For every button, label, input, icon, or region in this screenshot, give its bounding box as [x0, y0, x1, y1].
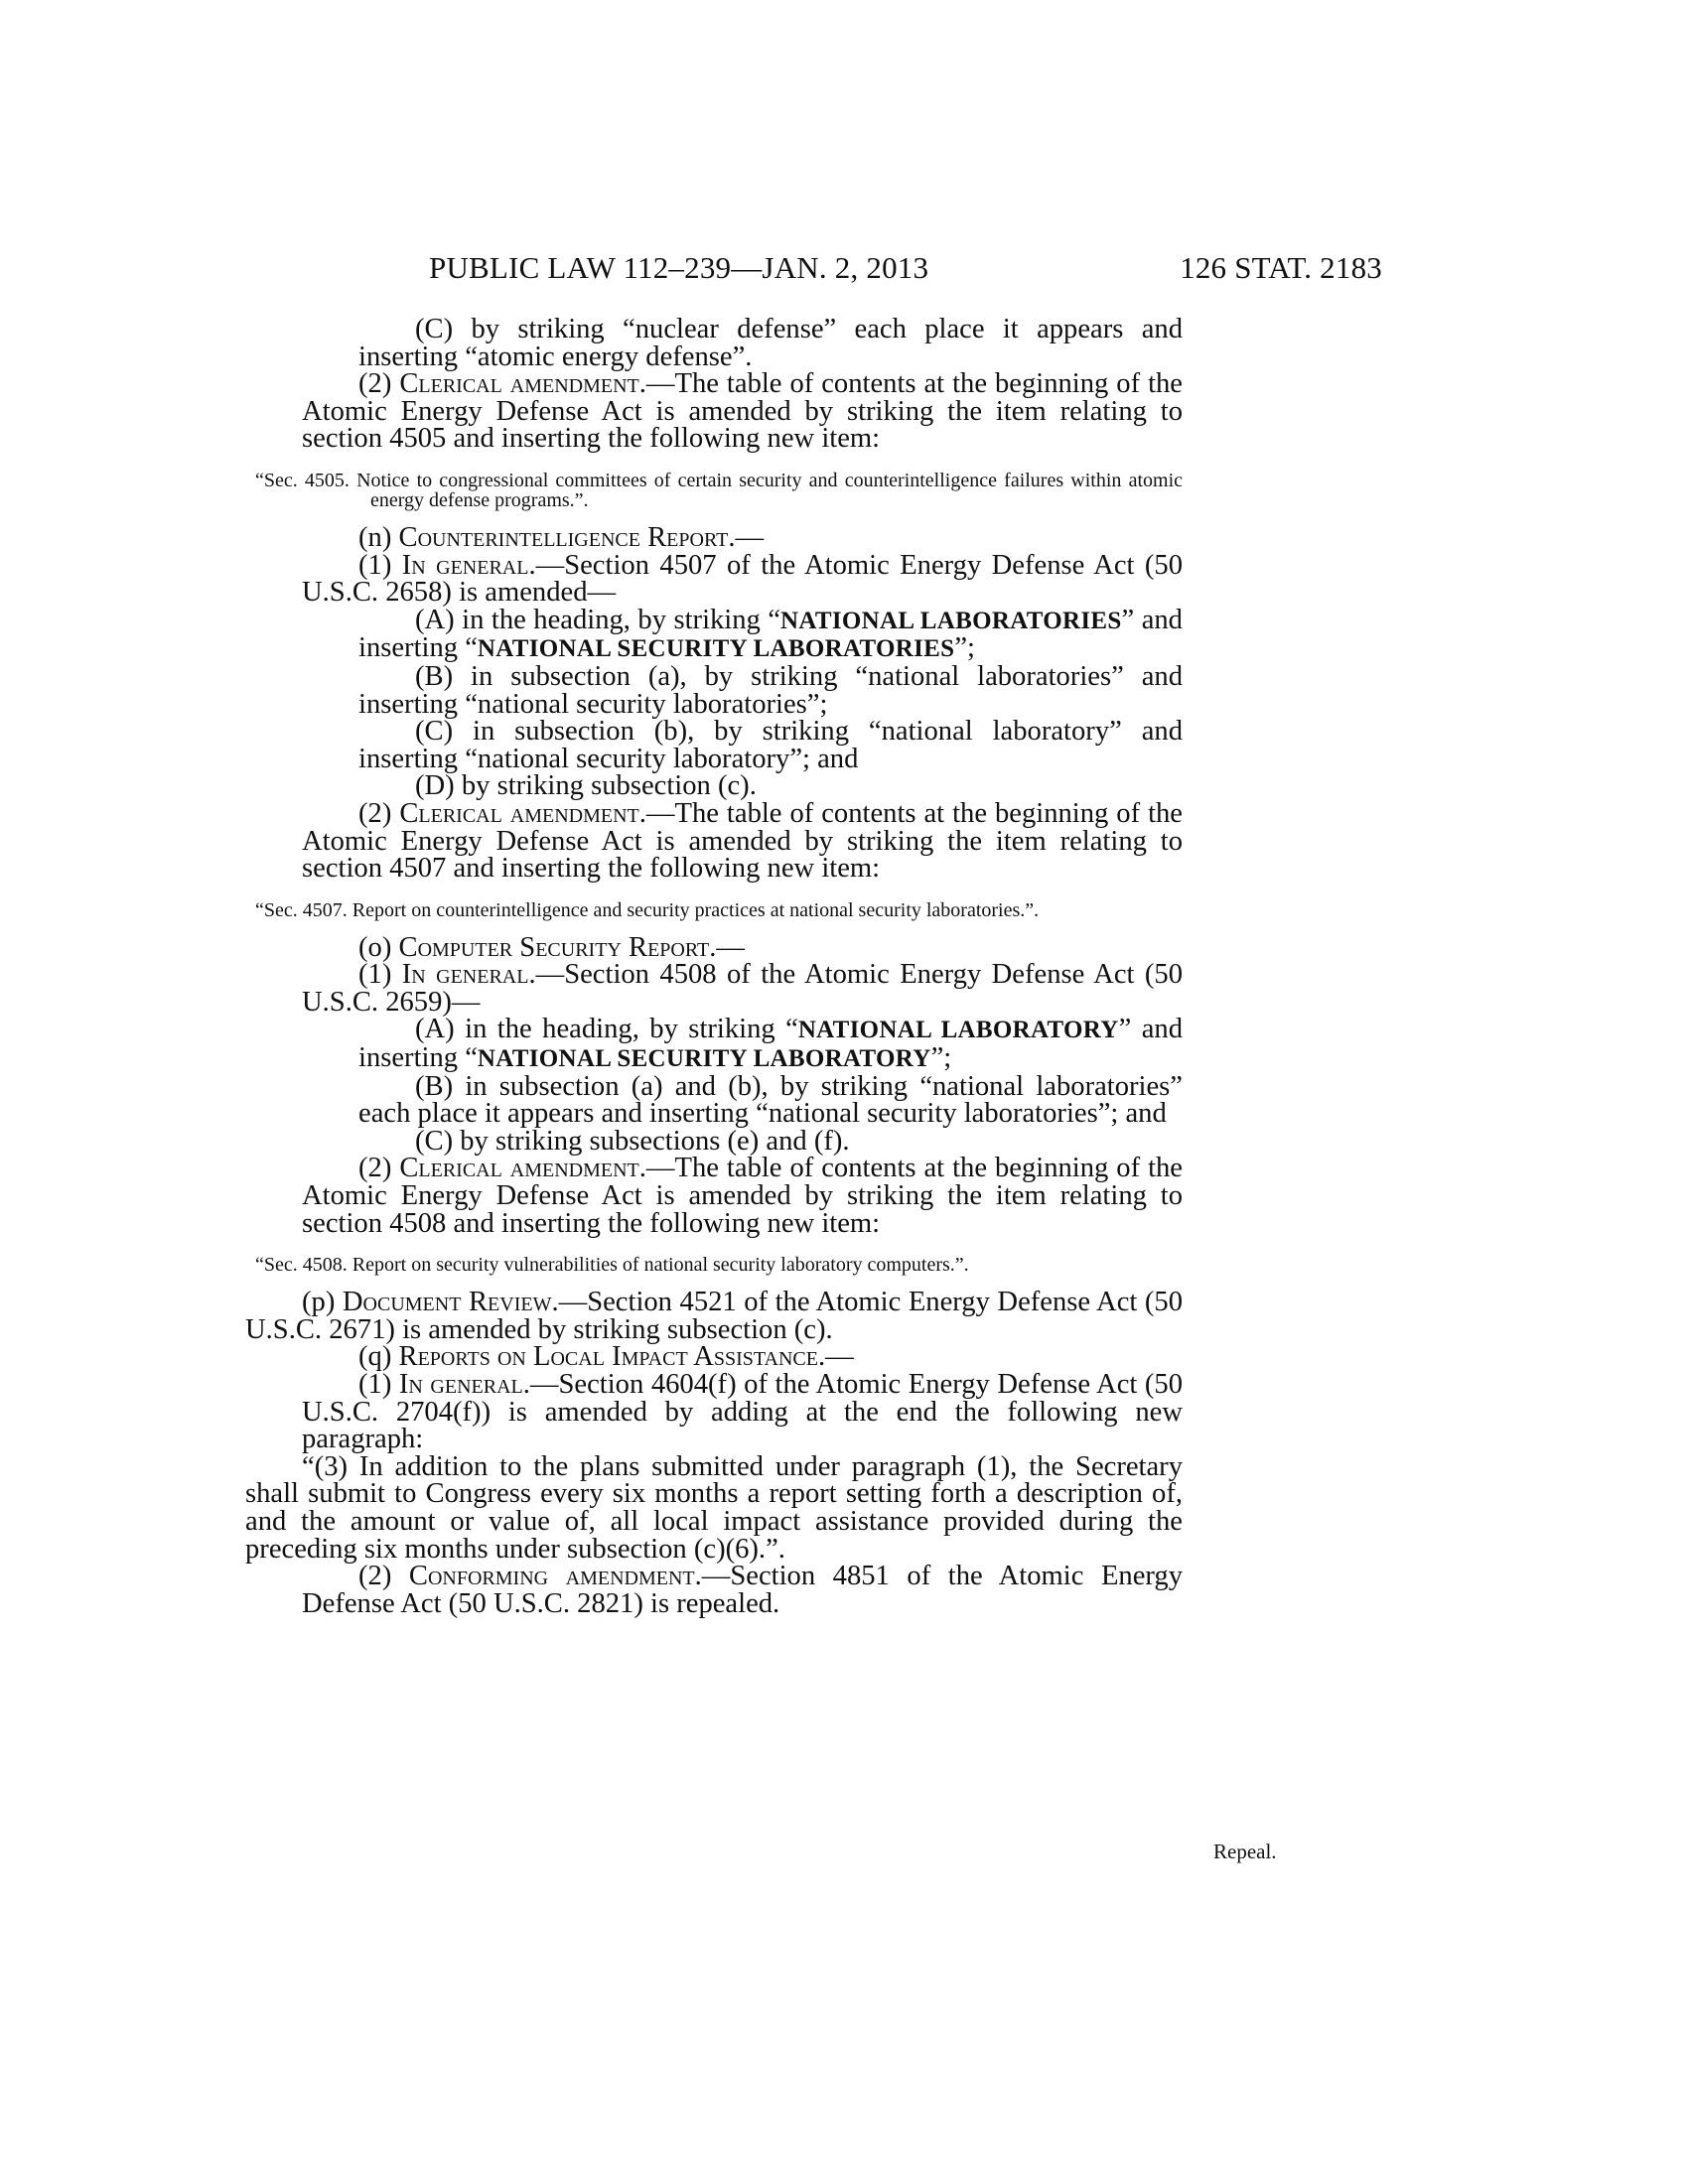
subparagraph-n-C: (C) in subsection (b), by striking “national laboratory” and inserting “national security laboratory”; and	[358, 716, 1183, 774]
subsection-o-heading: (o) Computer Security Report.—	[358, 931, 745, 963]
subparagraph-n-A: (A) in the heading, by striking “NATIONAL LABORATORIES” and inserting “NATIONAL SECURITY LABORATORIES”;	[358, 604, 1183, 664]
paragraph-n-1: (1) In general.—Section 4507 of the Atomic Energy Defense Act (50 U.S.C. 2658) is amended—	[302, 549, 1183, 609]
running-head: PUBLIC LAW 112–239—JAN. 2, 2013	[429, 250, 929, 285]
paragraph-n-2: (2) Clerical amendment.—The table of contents at the beginning of the Atomic Energy Defense Act is amended by striking the item relating to section 4507 and inserting the following new item:	[302, 797, 1183, 885]
paragraph-2-clerical-4505: (2) Clerical amendment.—The table of contents at the beginning of the Atomic Energy Defense Act is amended by striking the item relating to section 4505 and inserting the following new item:	[302, 368, 1183, 455]
subsection-n-heading: (n) Counterintelligence Report.—	[358, 521, 765, 553]
paragraph-c-nuclear: (C) by striking “nuclear defense” each place it appears and inserting “atomic energy defense”.	[358, 314, 1183, 372]
statute-page-number: 126 STAT. 2183	[1180, 250, 1382, 285]
subsection-p: (p) Document Review.—Section 4521 of the Atomic Energy Defense Act (50 U.S.C. 2671) is amended by striking subsection (c).	[245, 1287, 1184, 1345]
document-body	[245, 314, 1184, 1619]
toc-item-4508: “Sec. 4508. Report on security vulnerabilities of national security laboratory computers.”.	[255, 1254, 969, 1277]
page-header	[429, 250, 1382, 290]
subparagraph-o-B: (B) in subsection (a) and (b), by striking “national laboratories” each place it appears and inserting “national security laboratories”; and	[358, 1070, 1183, 1130]
subparagraph-n-B: (B) in subsection (a), by striking “national laboratories” and inserting “national security laboratories”;	[358, 660, 1183, 720]
paragraph-o-1: (1) In general.—Section 4508 of the Atomic Energy Defense Act (50 U.S.C. 2659)—	[302, 959, 1183, 1018]
margin-note-repeal: Repeal.	[1213, 1840, 1277, 1863]
toc-item-4505: “Sec. 4505. Notice to congressional committees of certain security and counterintelligence failures within atomic energy defense programs.”.	[255, 469, 1183, 511]
paragraph-q-1: (1) In general.—Section 4604(f) of the Atomic Energy Defense Act (50 U.S.C. 2704(f)) is amended by adding at the end the following new paragraph:	[302, 1369, 1184, 1455]
subparagraph-o-A: (A) in the heading, by striking “NATIONAL LABORATORY” and inserting “NATIONAL SECURITY LABORATORY”;	[358, 1014, 1183, 1074]
subparagraph-n-D: (D) by striking subsection (c).	[415, 770, 757, 802]
subsection-q-heading: (q) Reports on Local Impact Assistance.—	[358, 1341, 854, 1373]
quoted-paragraph-3: “(3) In addition to the plans submitted under paragraph (1), the Secretary shall submit to Congress every six months a report setting forth a description of, and the amount or value of, all local impact assistance provided during the preceding six months under subsection (c)(6).”.	[245, 1450, 1183, 1565]
paragraph-o-2: (2) Clerical amendment.—The table of contents at the beginning of the Atomic Energy Defense Act is amended by striking the item relating to section 4508 and inserting the following new item:	[302, 1153, 1183, 1239]
toc-item-4507: “Sec. 4507. Report on counterintelligence and security practices at national security laboratories.”.	[255, 898, 1040, 921]
subparagraph-o-C: (C) by striking subsections (e) and (f).	[415, 1125, 850, 1157]
paragraph-q-2: (2) Conforming amendment.—Section 4851 of the Atomic Energy Defense Act (50 U.S.C. 2821) is repealed.	[302, 1561, 1183, 1619]
